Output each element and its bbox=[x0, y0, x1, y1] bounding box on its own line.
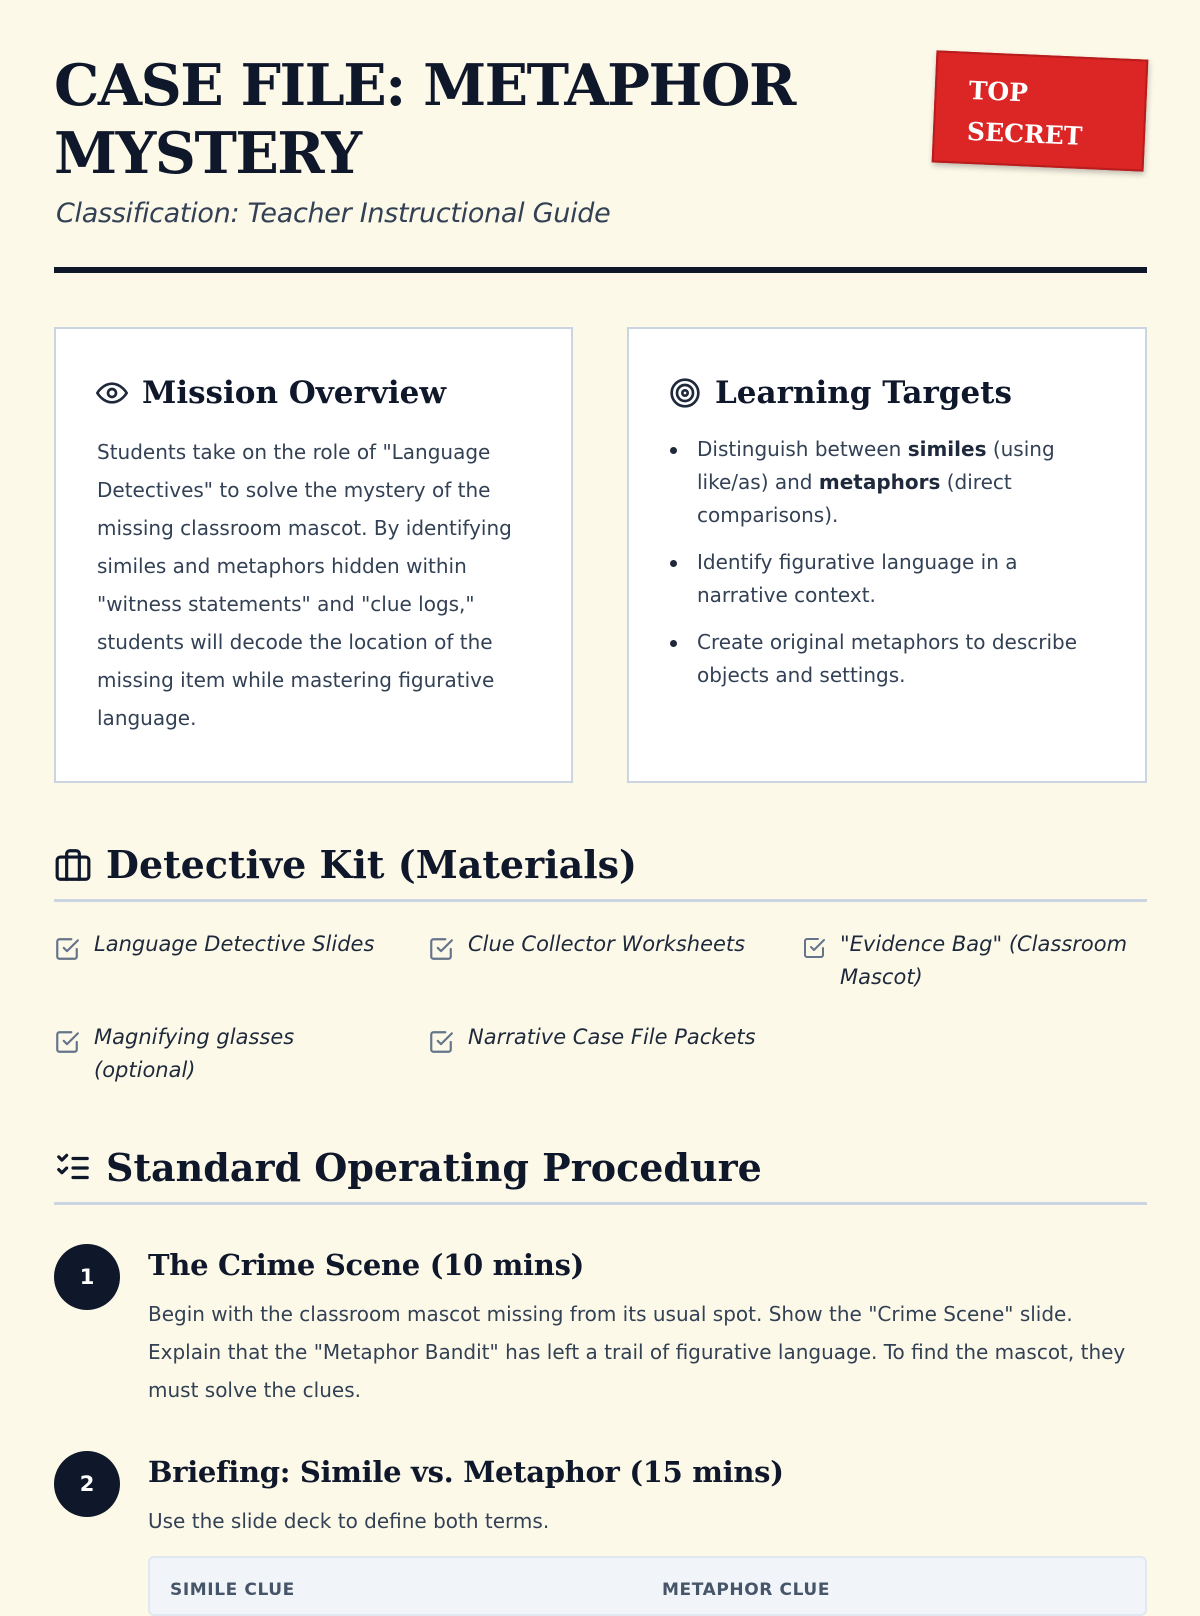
checkbox-icon bbox=[54, 936, 80, 962]
checkbox-icon bbox=[428, 936, 454, 962]
mission-overview-title: Mission Overview bbox=[142, 375, 447, 411]
mission-overview-text: Students take on the role of "Language Detectives" to solve the mystery of the missing classroom mascot. By identifying similes and metaphors hidden within "witness statements" and "clue logs," students will decode the location of the missing item while mastering figurative language. bbox=[97, 440, 512, 730]
procedure-heading bbox=[54, 1143, 1147, 1205]
list-item: "Evidence Bag" (Classroom Mascot) bbox=[802, 928, 1147, 994]
eye-icon bbox=[96, 377, 128, 409]
mission-overview-heading bbox=[96, 375, 446, 411]
step-title: The Crime Scene (10 mins) bbox=[148, 1248, 585, 1282]
list-item: Narrative Case File Packets bbox=[428, 1021, 788, 1055]
procedure-title: Standard Operating Procedure bbox=[106, 1145, 762, 1190]
step-number-badge: 2 bbox=[54, 1451, 120, 1517]
learning-targets-card bbox=[627, 327, 1147, 783]
list-item: Create original metaphors to describe objects and settings. bbox=[669, 626, 1109, 692]
list-item: Distinguish between similes (using like/as) and metaphors (direct comparisons). bbox=[669, 433, 1109, 532]
list-item: Clue Collector Worksheets bbox=[428, 928, 788, 962]
mission-overview-card bbox=[54, 327, 573, 783]
stamp-label: TOP SECRET bbox=[966, 75, 1084, 151]
simile-metaphor-table bbox=[148, 1556, 1147, 1616]
checkbox-icon bbox=[54, 1029, 80, 1055]
briefcase-icon bbox=[54, 846, 92, 884]
target-icon bbox=[669, 377, 701, 409]
table-header-simile: SIMILE CLUE bbox=[170, 1580, 295, 1600]
top-secret-stamp bbox=[932, 50, 1149, 171]
table-header-metaphor: METAPHOR CLUE bbox=[662, 1580, 831, 1600]
learning-targets-title: Learning Targets bbox=[715, 375, 1012, 411]
step-text: Use the slide deck to define both terms. bbox=[148, 1509, 550, 1533]
header-divider bbox=[54, 267, 1147, 273]
step-number-badge: 1 bbox=[54, 1244, 120, 1310]
step-title: Briefing: Simile vs. Metaphor (15 mins) bbox=[148, 1455, 784, 1489]
materials-title: Detective Kit (Materials) bbox=[106, 842, 637, 887]
learning-targets-list bbox=[669, 433, 1109, 706]
materials-heading bbox=[54, 840, 1147, 902]
list-item: Identify figurative language in a narrative context. bbox=[669, 546, 1109, 612]
step-text: Begin with the classroom mascot missing from its usual spot. Show the "Crime Scene" slide. Explain that the "Metaphor Bandit" has left a trail of figurative language. To find the mascot, they must solve the clues. bbox=[148, 1302, 1126, 1402]
checklist-icon bbox=[54, 1149, 92, 1187]
page-subtitle: Classification: Teacher Instructional Guide bbox=[56, 198, 611, 229]
list-item: Language Detective Slides bbox=[54, 928, 414, 962]
list-item: Magnifying glasses (optional) bbox=[54, 1021, 354, 1087]
checkbox-icon bbox=[428, 1029, 454, 1055]
checkbox-icon bbox=[802, 936, 826, 960]
page-title: CASE FILE: METAPHOR MYSTERY bbox=[54, 52, 795, 187]
learning-targets-heading bbox=[669, 375, 1012, 411]
